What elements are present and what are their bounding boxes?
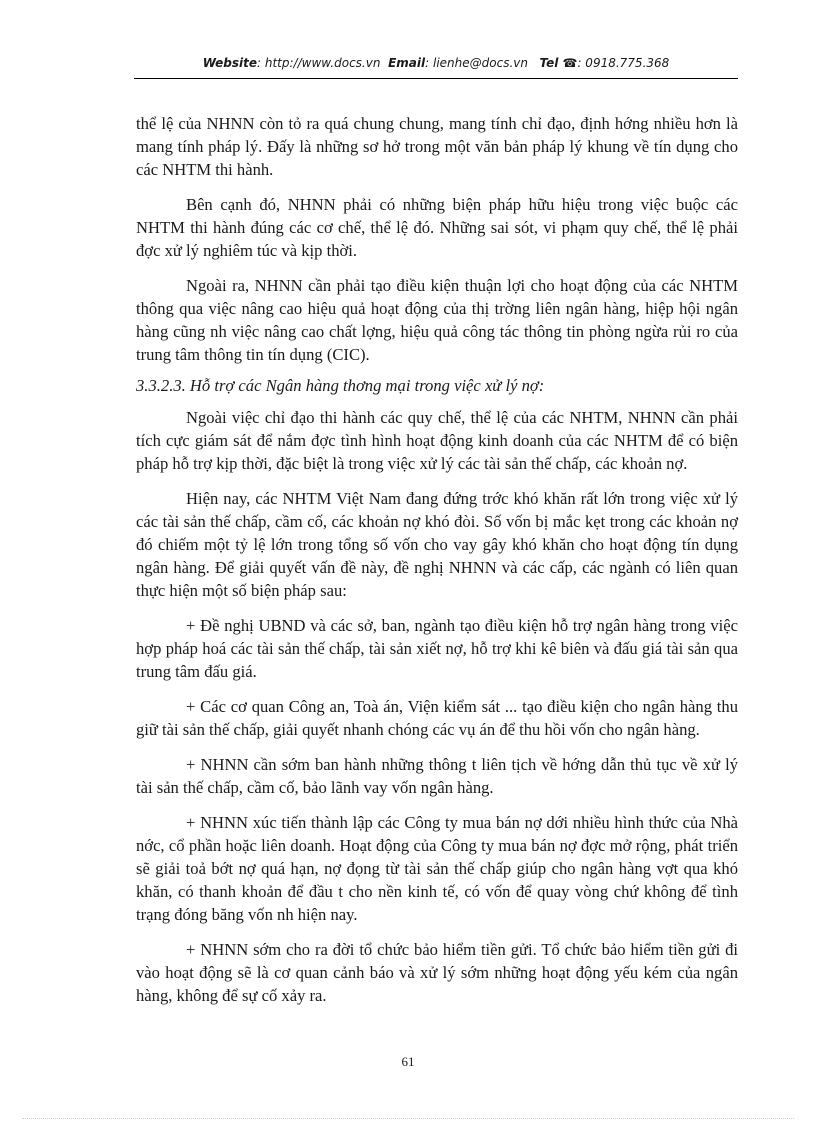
tel-label: Tel ☎ bbox=[539, 56, 578, 70]
list-item: + NHNN cần sớm ban hành những thông t liên tịch về hớng dẫn thủ tục về xử lý tài sản thế chấp, cầm cố, bảo lãnh vay vốn ngân hàng. bbox=[136, 755, 738, 797]
page-number: 61 bbox=[401, 1054, 415, 1069]
website-label: Website bbox=[202, 56, 258, 70]
section-heading: 3.3.2.3. Hỗ trợ các Ngân hàng thơng mại trong việc xử lý nợ: bbox=[136, 376, 545, 395]
document-body bbox=[136, 112, 738, 1019]
list-item: + NHNN sớm cho ra đời tổ chức bảo hiểm tiền gửi. Tổ chức bảo hiểm tiền gửi đi vào hoạt động sẽ là cơ quan cảnh báo và xử lý sớm những hoạt động yếu kém của ngân hàng, không để sự cố xảy ra. bbox=[136, 940, 738, 1005]
paragraph: Hiện nay, các NHTM Việt Nam đang đứng trớc khó khăn rất lớn trong việc xử lý các tài sản thế chấp, cầm cố, các khoản nợ khó đòi. Số vốn bị mắc kẹt trong các khoản nợ đó chiếm một tỷ lệ lớn trong tổng số vốn cho vay gây khó khăn cho hoạt động tín dụng ngân hàng. Để giải quyết vấn đề này, đề nghị NHNN và các cấp, các ngành có liên quan thực hiện một số biện pháp sau: bbox=[136, 489, 738, 600]
email-label: Email bbox=[388, 56, 426, 70]
page-header bbox=[134, 56, 738, 79]
page-bottom-divider bbox=[22, 1118, 794, 1119]
paragraph: Bên cạnh đó, NHNN phải có những biện pháp hữu hiệu trong việc buộc các NHTM thi hành đúng các cơ chế, thể lệ đó. Những sai sót, vi phạm quy chế, thể lệ phải đợc xử lý nghiêm túc và kịp thời. bbox=[136, 195, 738, 260]
list-item: + Đề nghị UBND và các sở, ban, ngành tạo điều kiện hỗ trợ ngân hàng trong việc hợp pháp hoá các tài sản thế chấp, tài sản xiết nợ, hỗ trợ khi kê biên và đấu giá tài sản qua trung tâm đấu giá. bbox=[136, 616, 738, 681]
paragraph: thể lệ của NHNN còn tỏ ra quá chung chung, mang tính chỉ đạo, định hớng nhiều hơn là mang tính pháp lý. Đấy là những sơ hở trong một văn bản pháp lý khung về tín dụng cho các NHTM thi hành. bbox=[136, 114, 738, 179]
website-value: : http://www.docs.vn bbox=[257, 56, 381, 70]
list-item: + Các cơ quan Công an, Toà án, Viện kiểm sát ... tạo điều kiện cho ngân hàng thu giữ tài sản thế chấp, giải quyết nhanh chóng các vụ án để thu hồi vốn cho ngân hàng. bbox=[136, 697, 738, 739]
list-item: + NHNN xúc tiến thành lập các Công ty mua bán nợ dới nhiều hình thức của Nhà nớc, cổ phần hoặc liên doanh. Hoạt động của Công ty mua bán nợ đợc mở rộng, phát triển sẽ giải toả bớt nợ quá hạn, nợ đọng từ tài sản thế chấp giúp cho ngân hàng vợt qua khó khăn, có thanh khoản để đầu t cho nền kinh tế, có vốn để quay vòng chứ không để tình trạng đóng băng vốn nh hiện nay. bbox=[136, 813, 738, 924]
paragraph: Ngoài việc chỉ đạo thi hành các quy chế, thể lệ của các NHTM, NHNN cần phải tích cực giám sát để nắm đợc tình hình hoạt động kinh doanh của các NHTM để có biện pháp hỗ trợ kịp thời, đặc biệt là trong việc xử lý các tài sản thế chấp, các khoản nợ. bbox=[136, 408, 738, 473]
tel-value: : 0918.775.368 bbox=[577, 56, 670, 70]
email-value: : lienhe@docs.vn bbox=[425, 56, 528, 70]
paragraph: Ngoài ra, NHNN cần phải tạo điều kiện thuận lợi cho hoạt động của các NHTM thông qua việc nâng cao hiệu quả hoạt động của thị trờng liên ngân hàng, hiệp hội ngân hàng cũng nh việc nâng cao chất lợng, hiệu quả công tác thông tin phòng ngừa rủi ro của trung tâm thông tin tín dụng (CIC). bbox=[136, 276, 738, 364]
